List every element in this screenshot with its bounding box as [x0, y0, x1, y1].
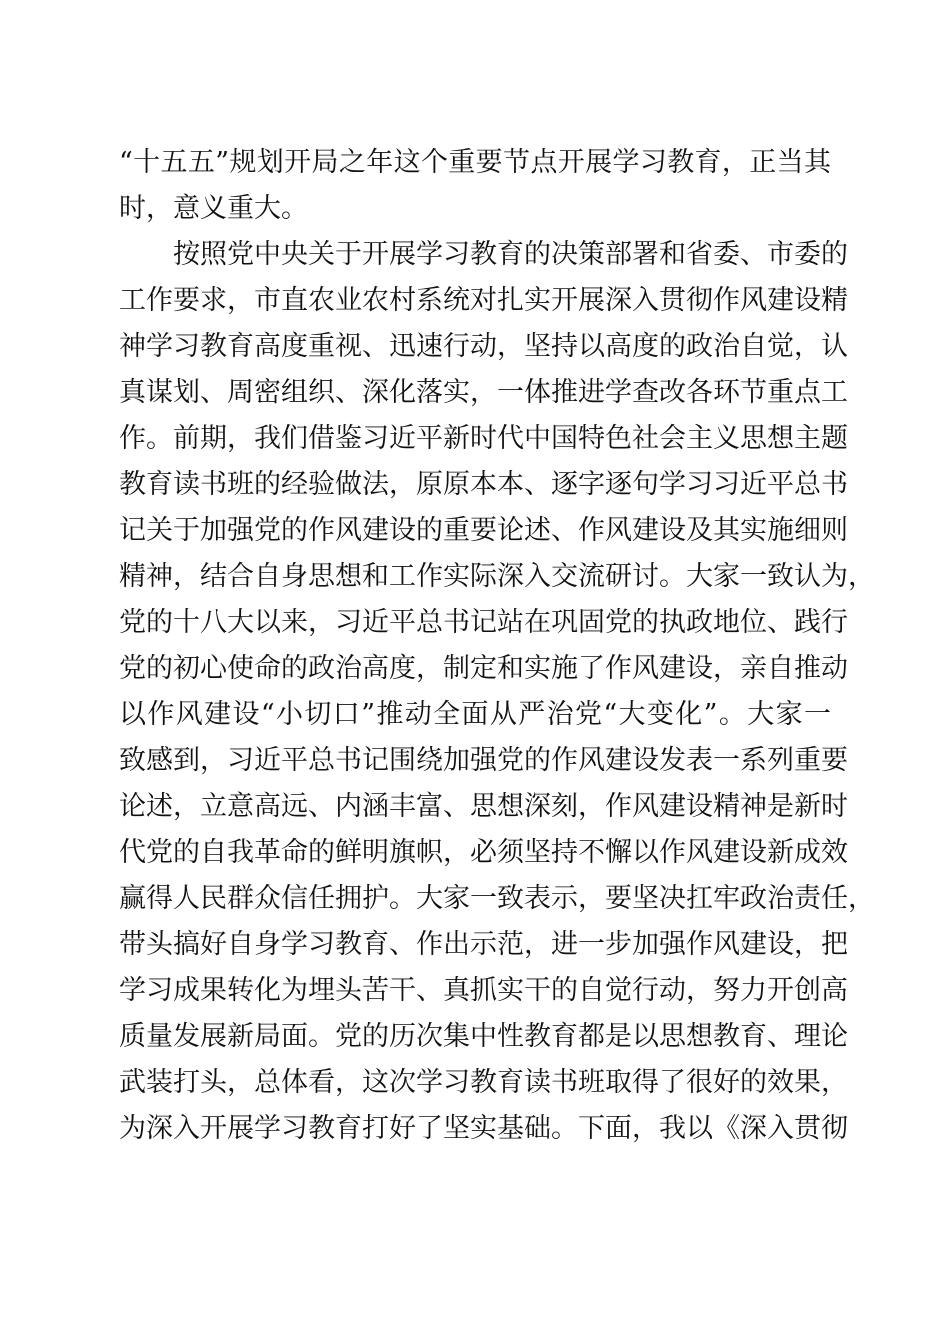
text-line: 学习成果转化为埋头苦干、真抓实干的自觉行动，努力开创高 [119, 975, 848, 1006]
text-line: 论述，立意高远、内涵丰富、思想深刻，作风建设精神是新时 [119, 791, 848, 822]
text-line: 党的十八大以来，习近平总书记站在巩固党的执政地位、践行 [119, 607, 848, 638]
text-line: 时，意义重大。 [119, 193, 308, 224]
text-line: 精神，结合自身思想和工作实际深入交流研讨。大家一致认为， [119, 561, 875, 592]
text-line: 致感到，习近平总书记围绕加强党的作风建设发表一系列重要 [119, 745, 848, 776]
text-line: 神学习教育高度重视、迅速行动，坚持以高度的政治自觉，认 [119, 331, 848, 362]
text-line: 代党的自我革命的鲜明旗帜，必须坚持不懈以作风建设新成效 [119, 837, 848, 868]
text-line: 赢得人民群众信任拥护。大家一致表示，要坚决扛牢政治责任， [119, 883, 875, 914]
text-line: 工作要求，市直农业农村系统对扎实开展深入贯彻作风建设精 [119, 285, 848, 316]
text-line: 以作风建设“小切口”推动全面从严治党“大变化”。大家一 [119, 699, 831, 730]
text-line: 记关于加强党的作风建设的重要论述、作风建设及其实施细则 [119, 515, 848, 546]
text-line: 质量发展新局面。党的历次集中性教育都是以思想教育、理论 [119, 1021, 848, 1052]
text-line: 武装打头，总体看，这次学习教育读书班取得了很好的效果， [119, 1067, 848, 1098]
text-line: 为深入开展学习教育打好了坚实基础。下面，我以《深入贯彻 [119, 1113, 848, 1144]
paragraph-first-line: 按照党中央关于开展学习教育的决策部署和省委、市委的 [173, 239, 848, 270]
text-line: 真谋划、周密组织、深化落实，一体推进学查改各环节重点工 [119, 377, 848, 408]
text-line: 带头搞好自身学习教育、作出示范，进一步加强作风建设，把 [119, 929, 848, 960]
text-line: 作。前期，我们借鉴习近平新时代中国特色社会主义思想主题 [119, 423, 848, 454]
text-line: 教育读书班的经验做法，原原本本、逐字逐句学习习近平总书 [119, 469, 848, 500]
text-line: 党的初心使命的政治高度，制定和实施了作风建设，亲自推动 [119, 653, 848, 684]
text-line: “十五五”规划开局之年这个重要节点开展学习教育，正当其 [119, 147, 831, 178]
